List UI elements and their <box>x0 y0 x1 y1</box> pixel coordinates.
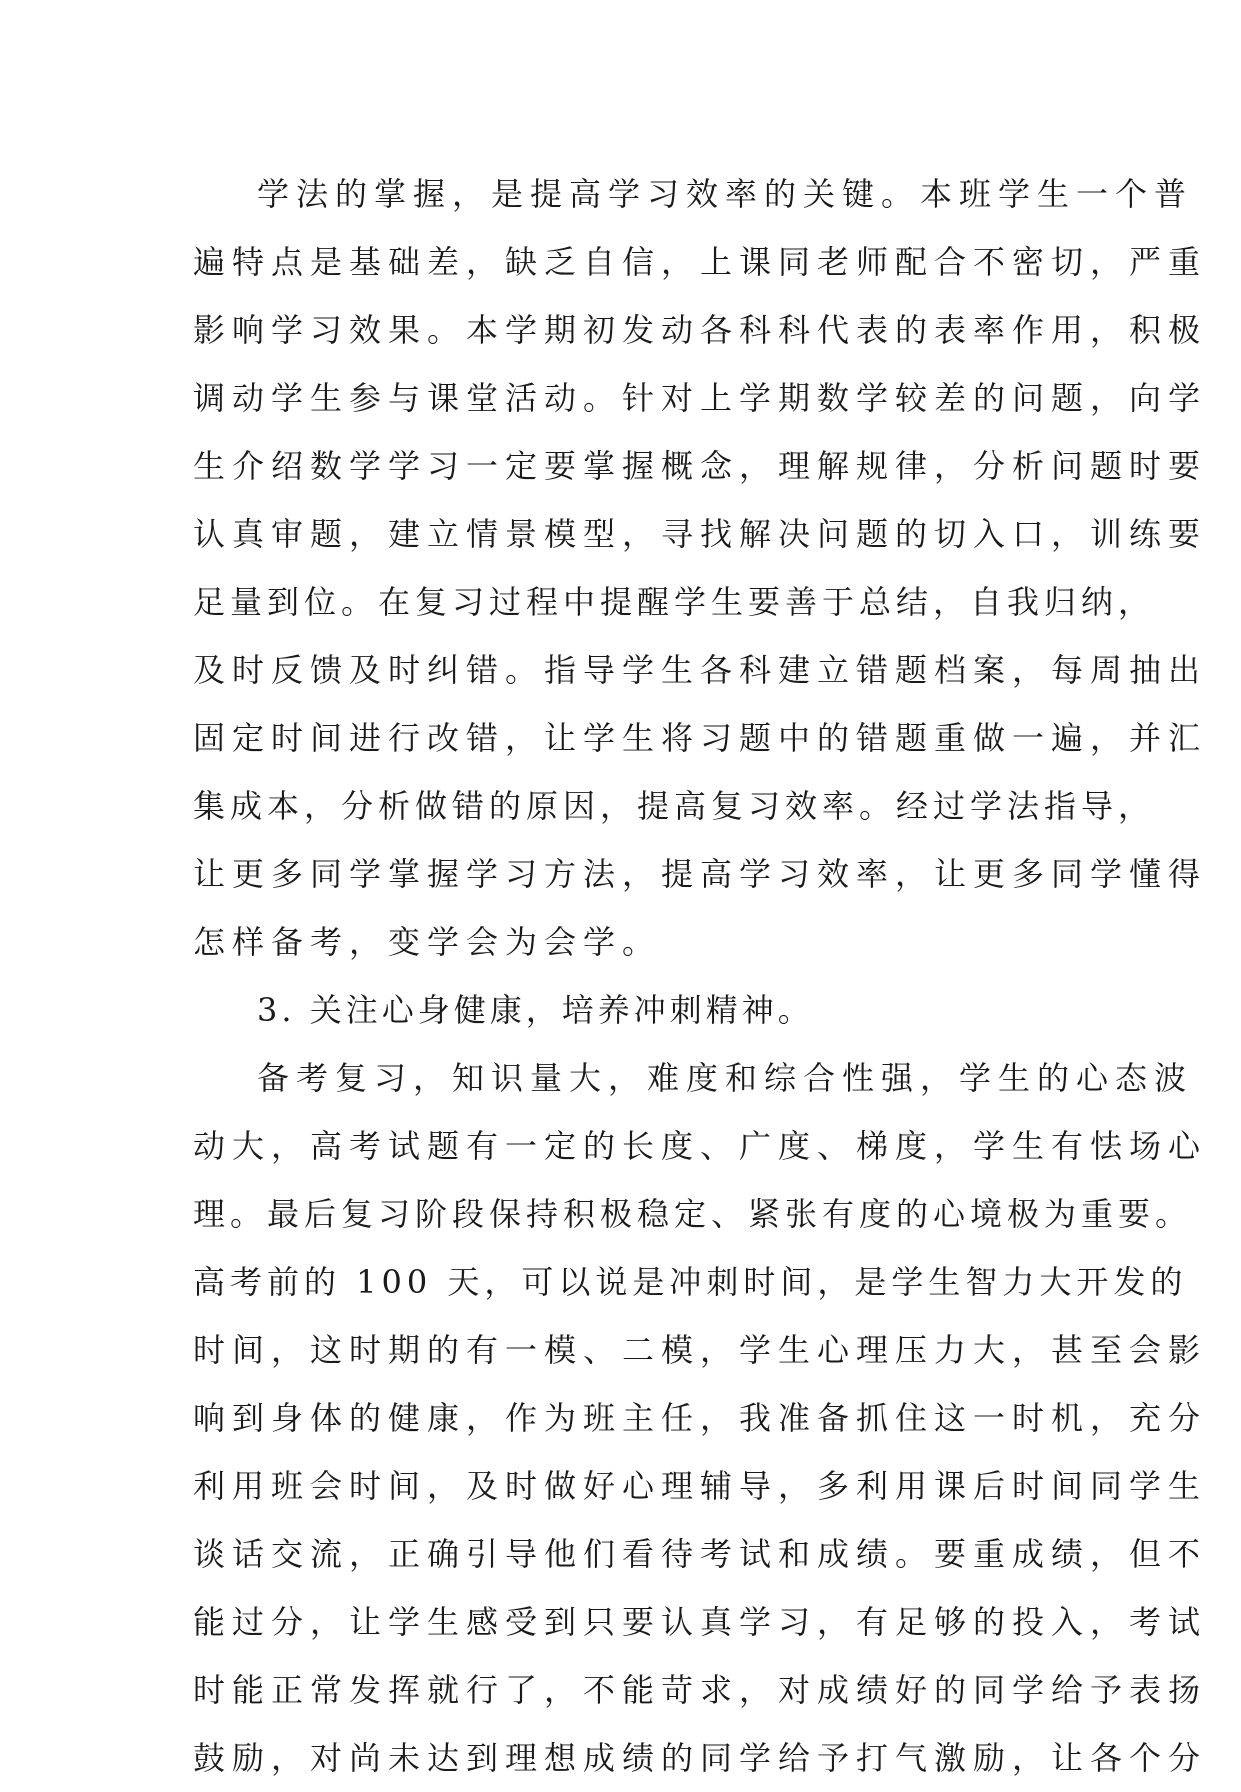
text-line: 谈话交流，正确引导他们看待考试和成绩。要重成绩，但不 <box>193 1535 1208 1573</box>
text-line: 能过分，让学生感受到只要认真学习，有足够的投入，考试 <box>193 1603 1208 1641</box>
text-line: 学法的掌握，是提高学习效率的关键。本班学生一个普 <box>257 175 1194 213</box>
text-line: 时能正常发挥就行了，不能苛求，对成绩好的同学给予表扬 <box>193 1671 1208 1709</box>
text-line: 固定时间进行改错，让学生将习题中的错题重做一遍，并汇 <box>193 719 1208 757</box>
text-line: 利用班会时间，及时做好心理辅导，多利用课后时间同学生 <box>193 1467 1208 1505</box>
text-line: 遍特点是基础差，缺乏自信，上课同老师配合不密切，严重 <box>193 243 1208 281</box>
text-line: 鼓励，对尚未达到理想成绩的同学给予打气激励，让各个分 <box>193 1739 1208 1777</box>
text-line: 响到身体的健康，作为班主任，我准备抓住这一时机，充分 <box>193 1399 1208 1437</box>
text-line: 调动学生参与课堂活动。针对上学期数学较差的问题，向学 <box>193 379 1208 417</box>
text-line: 怎样备考，变学会为会学。 <box>193 923 662 961</box>
section-heading: 3. 关注心身健康，培养冲刺精神。 <box>257 991 814 1029</box>
text-line: 影响学习效果。本学期初发动各科科代表的表率作用，积极 <box>193 311 1208 349</box>
text-line: 让更多同学掌握学习方法，提高学习效率，让更多同学懂得 <box>193 855 1208 893</box>
text-line: 及时反馈及时纠错。指导学生各科建立错题档案，每周抽出 <box>193 651 1208 689</box>
text-line: 认真审题，建立情景模型，寻找解决问题的切入口，训练要 <box>193 515 1208 553</box>
text-line: 备考复习，知识量大，难度和综合性强，学生的心态波 <box>257 1059 1194 1097</box>
text-line: 高考前的 100 天，可以说是冲刺时间，是学生智力大开发的 <box>193 1263 1188 1301</box>
text-line: 集成本，分析做错的原因，提高复习效率。经过学法指导， <box>193 787 1156 825</box>
text-line: 生介绍数学学习一定要掌握概念，理解规律，分析问题时要 <box>193 447 1208 485</box>
text-line: 理。最后复习阶段保持积极稳定、紧张有度的心境极为重要。 <box>193 1195 1193 1233</box>
text-line: 时间，这时期的有一模、二模，学生心理压力大，甚至会影 <box>193 1331 1208 1369</box>
text-line: 足量到位。在复习过程中提醒学生要善于总结，自我归纳， <box>193 583 1156 621</box>
text-line: 动大，高考试题有一定的长度、广度、梯度，学生有怯场心 <box>193 1127 1208 1165</box>
body-text <box>193 160 1208 1792</box>
